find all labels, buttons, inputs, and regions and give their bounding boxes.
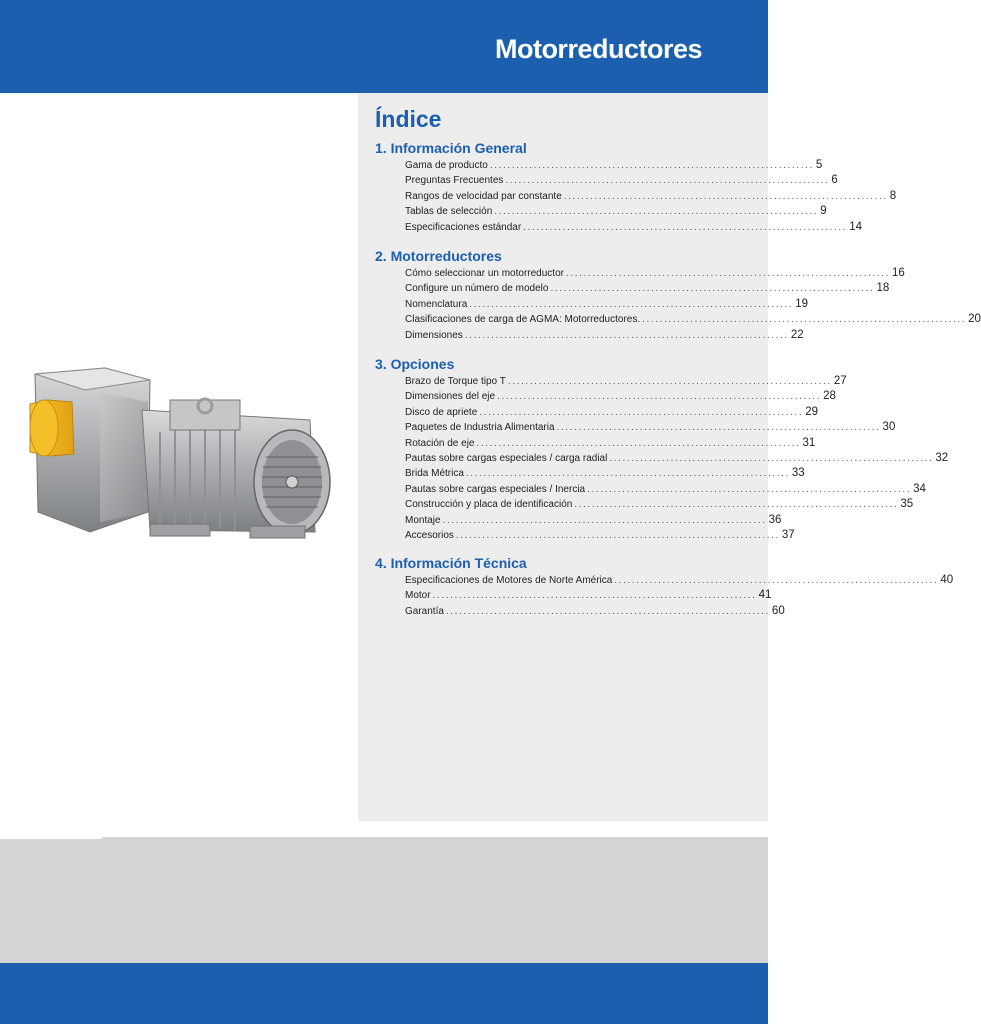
entry-label: Construcción y placa de identificación [405,499,573,511]
toc-entry[interactable] [405,405,819,420]
entry-label: Brazo de Torque tipo T [405,376,506,387]
toc-entry[interactable] [405,189,897,204]
band-edge [0,837,102,839]
entry-label: Dimensiones del eje [405,391,496,403]
toc-entry[interactable] [405,436,816,451]
toc-entry[interactable] [405,204,827,219]
leader-dots: .......................................................................... [609,452,934,464]
toc-section-motorreductores [375,247,981,343]
entry-label: Cómo seleccionar un motorreductor [405,268,564,279]
toc-entry[interactable] [405,389,836,404]
header-bar [0,0,768,93]
entry-page: 33 [791,467,805,480]
entry-label: Motor [405,590,431,602]
entry-page: 30 [882,421,896,434]
toc-entry[interactable] [405,173,838,188]
leader-dots: .......................................................................... [550,283,875,295]
leader-dots: .......................................................................... [642,314,967,326]
toc-section-informacion-tecnica [375,554,954,619]
leader-dots: .......................................................................... [497,391,822,403]
leader-dots: .......................................................................... [479,406,804,418]
toc-entry[interactable] [405,312,981,327]
toc-entry[interactable] [405,297,809,312]
entry-label: Paquetes de Industria Alimentaria [405,422,555,434]
section-title: 3. Opciones [375,356,455,372]
entry-label: Especificaciones estándar [405,221,522,233]
toc-entry[interactable] [405,497,914,512]
toc-entry[interactable] [405,266,905,281]
entry-label: Rangos de velocidad par constante [405,190,562,202]
leader-dots: .......................................................................... [587,483,912,495]
leader-dots: .......................................................................... [505,175,830,187]
section-title: 4. Información Técnica [375,555,527,571]
toc-entry[interactable] [405,374,847,389]
toc-entry[interactable] [405,420,896,435]
leader-dots: .......................................................................... [432,590,757,602]
toc-heading: Índice [375,106,442,132]
entry-label: Preguntas Frecuentes [405,175,504,187]
leader-dots: .......................................................................... [523,221,848,233]
entry-page: 35 [900,498,914,511]
entry-page: 31 [802,436,816,449]
entry-page: 19 [795,297,809,310]
entry-page: 32 [935,451,949,464]
entry-label: Tablas de selección [405,206,493,218]
leader-dots: .......................................................................... [465,468,790,480]
toc-section-informacion-general [375,139,897,235]
entry-page: 60 [771,604,785,617]
leader-dots: .......................................................................... [442,514,767,526]
leader-dots: .......................................................................... [494,206,819,218]
leader-dots: .......................................................................... [469,298,794,310]
toc-entry[interactable] [405,573,954,588]
entry-page: 6 [831,174,838,187]
entry-page: 9 [820,205,827,218]
entry-page: 20 [968,313,981,326]
entry-label: Montaje [405,514,441,526]
toc-entry[interactable] [405,588,772,603]
entry-label: Configure un número de modelo [405,283,549,295]
entry-page: 14 [849,220,862,233]
entry-page: 36 [768,513,782,526]
footer-bar [0,963,768,1024]
toc-entry[interactable] [405,158,823,173]
entry-page: 16 [891,267,905,279]
leader-dots: .......................................................................... [507,376,832,387]
leader-dots: .......................................................................... [556,422,881,434]
page-title: Motorreductores [494,34,702,64]
entry-label: Garantía [405,605,444,617]
entry-label: Accesorios [405,529,454,541]
toc-entry[interactable] [405,328,804,343]
leader-dots: .......................................................................... [563,190,888,202]
toc-entry[interactable] [405,604,785,619]
toc-section-opciones [375,355,949,543]
entry-label: Brida Métrica [405,468,464,480]
entry-page: 29 [805,405,819,418]
entry-label: Pautas sobre cargas especiales / carga radial [405,452,608,464]
leader-dots: .......................................................................... [476,437,801,449]
entry-label: Especificaciones de Motores de Norte América [405,575,613,586]
entry-label: Nomenclatura [405,298,468,310]
entry-page: 28 [823,390,836,403]
entry-page: 27 [833,375,847,387]
entry-label: Clasificaciones de carga de AGMA: Motorreductores. [405,314,641,326]
entry-page: 34 [913,482,926,495]
leader-dots: .......................................................................... [464,329,789,341]
entry-label: Pautas sobre cargas especiales / Inercia [405,483,586,495]
toc-entry[interactable] [405,482,926,497]
leader-dots: .......................................................................... [455,529,780,541]
entry-label: Gama de producto [405,160,488,171]
bottom-band [0,837,768,963]
entry-label: Dimensiones [405,329,463,341]
entry-page: 22 [790,328,804,341]
entry-label: Rotación de eje [405,437,475,449]
entry-page: 40 [940,574,954,586]
leader-dots: .......................................................................... [614,575,939,586]
toc-entry[interactable] [405,451,949,466]
entry-page: 37 [781,528,795,541]
toc-entry[interactable] [405,466,805,481]
entry-page: 41 [758,589,772,602]
entry-page: 5 [815,159,823,171]
section-title: 2. Motorreductores [375,248,502,264]
gearmotor-image [30,362,340,558]
entry-page: 8 [889,189,897,202]
toc-entry[interactable] [405,513,782,528]
leader-dots: .......................................................................... [574,499,899,511]
entry-page: 18 [876,282,890,295]
leader-dots: .......................................................................... [445,605,770,617]
toc-entry[interactable] [405,220,862,235]
section-title: 1. Información General [375,140,527,156]
toc-entry[interactable] [405,528,795,543]
leader-dots: .......................................................................... [565,268,890,279]
entry-label: Disco de apriete [405,406,478,418]
leader-dots: .......................................................................... [489,160,814,171]
toc-entry[interactable] [405,281,890,296]
